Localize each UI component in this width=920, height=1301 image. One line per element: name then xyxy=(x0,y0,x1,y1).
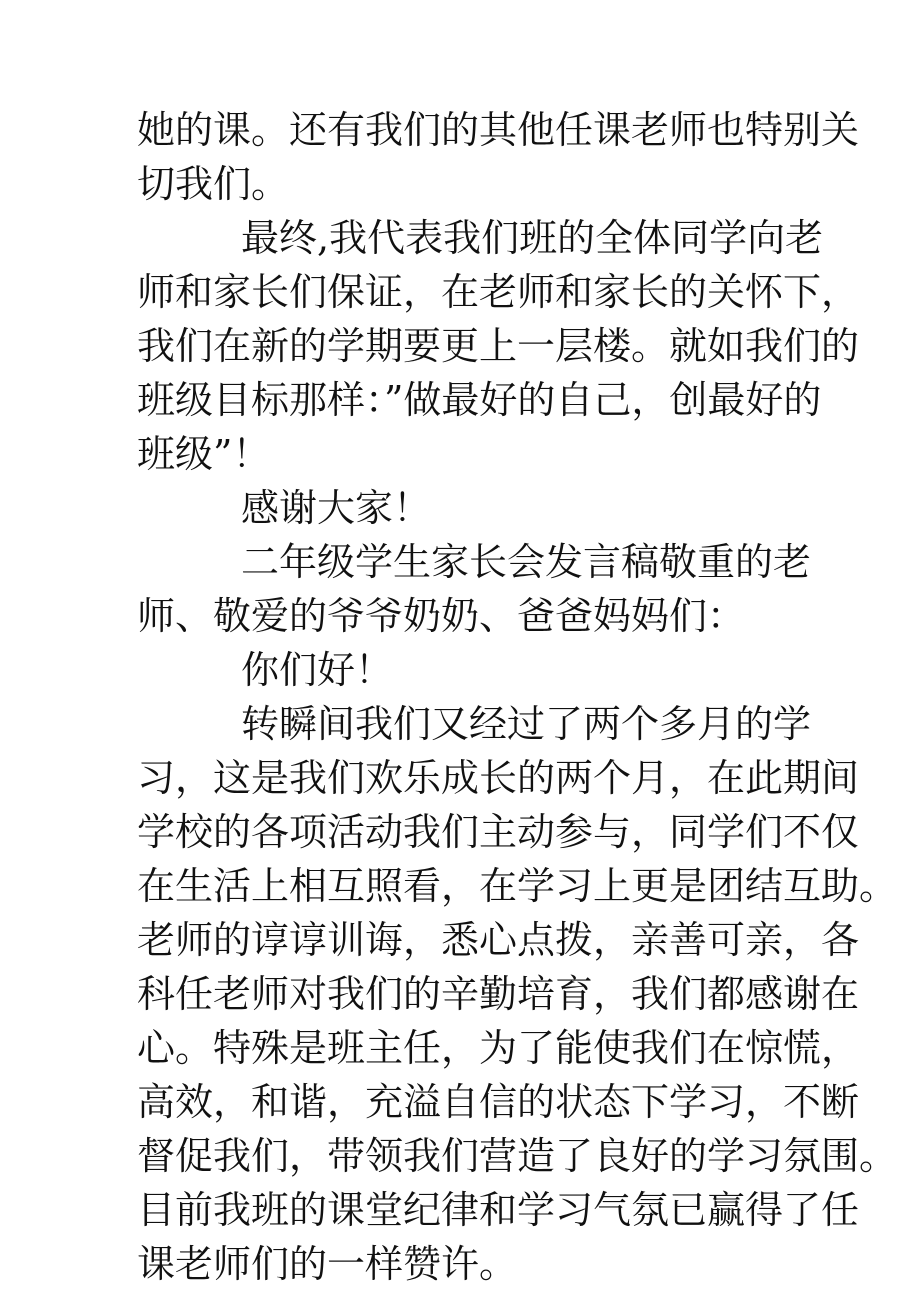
text-line: 师和家长们保证，在老师和家长的关怀下， xyxy=(137,270,860,314)
text-line: 二年级学生家长会发言稿敬重的老 xyxy=(241,540,812,584)
text-line: 你们好！ xyxy=(241,648,394,692)
text-line: 她的课。还有我们的其他任课老师也特别关 xyxy=(137,108,860,152)
text-line: 班级目标那样：”做最好的自己，创最好的 xyxy=(137,378,822,422)
text-line: 科任老师对我们的辛勤培育，我们都感谢在 xyxy=(137,972,860,1016)
document-body xyxy=(137,103,898,1291)
text-line: 师、敬爱的爷爷奶奶、爸爸妈妈们： xyxy=(137,594,746,638)
text-line: 高效，和谐，充溢自信的状态下学习，不断 xyxy=(137,1080,860,1124)
text-line: 切我们。 xyxy=(137,162,290,206)
text-line: 老师的谆谆训诲，悉心点拨，亲善可亲，各 xyxy=(137,918,860,962)
text-line: 我们在新的学期要更上一层楼。就如我们的 xyxy=(137,324,860,368)
text-line: 学校的各项活动我们主动参与，同学们不仅 xyxy=(137,810,860,854)
text-line: 转瞬间我们又经过了两个多月的学 xyxy=(241,702,812,746)
text-line: 督促我们，带领我们营造了良好的学习氛围。 xyxy=(137,1134,898,1178)
text-line: 习，这是我们欢乐成长的两个月，在此期间 xyxy=(137,756,860,800)
text-line: 心。特殊是班主任，为了能使我们在惊慌， xyxy=(137,1026,860,1070)
text-line: 班级”！ xyxy=(137,432,271,476)
text-line: 最终,我代表我们班的全体同学向老 xyxy=(241,216,824,260)
text-line: 在生活上相互照看，在学习上更是团结互助。 xyxy=(137,864,898,908)
text-line: 目前我班的课堂纪律和学习气氛已赢得了任 xyxy=(137,1188,860,1232)
text-line: 感谢大家！ xyxy=(241,486,432,530)
text-line: 课老师们的一样赞许。 xyxy=(137,1242,518,1286)
